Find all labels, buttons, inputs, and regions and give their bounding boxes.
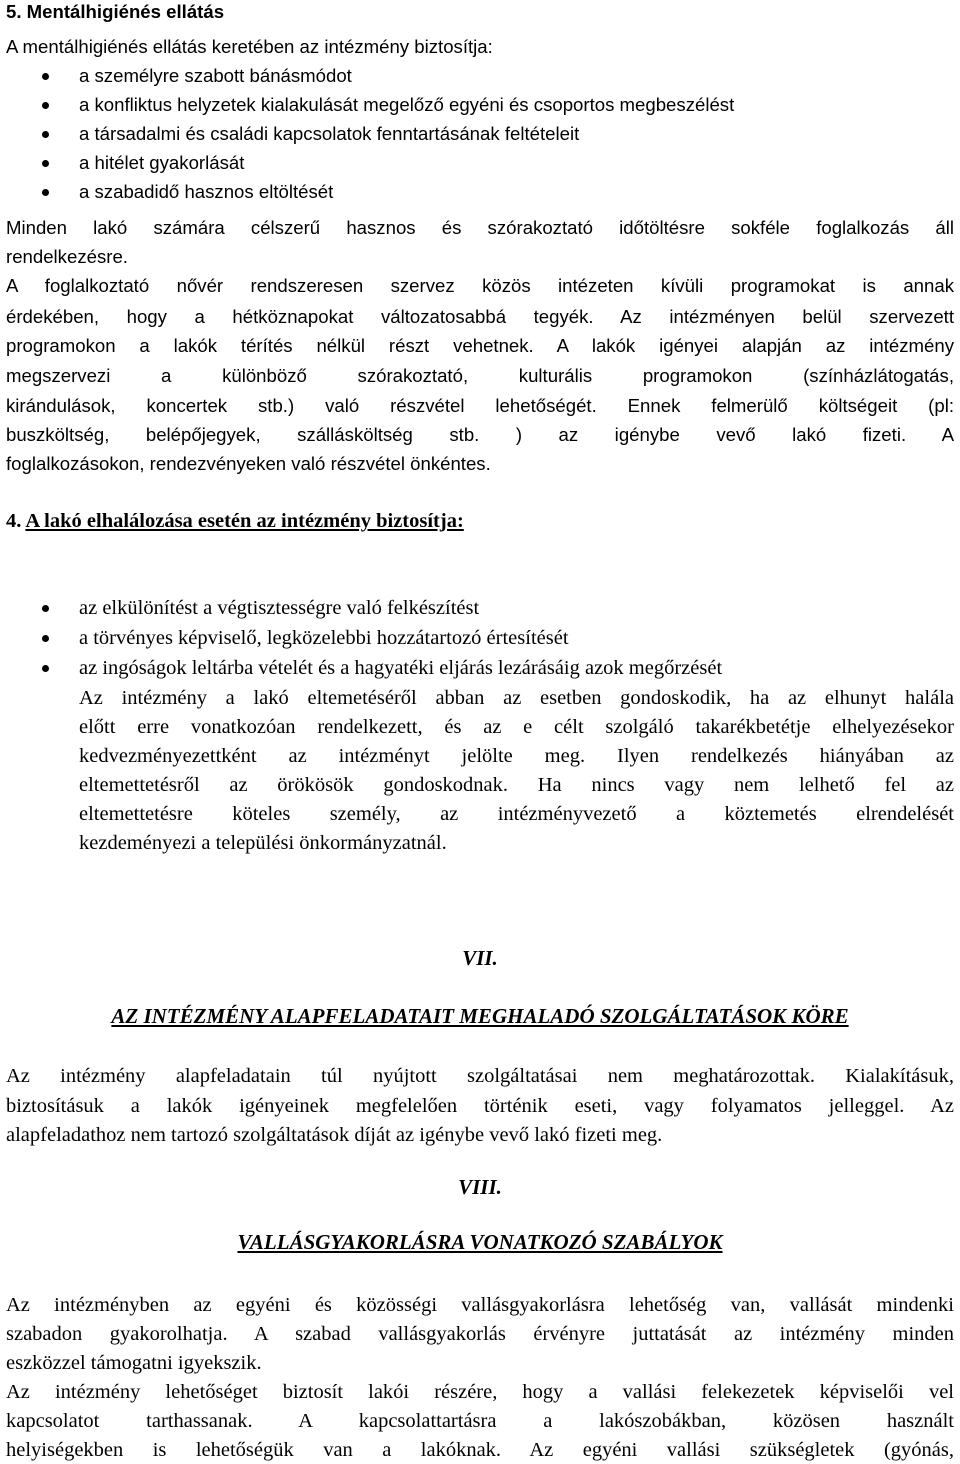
list-item-text: az ingóságok leltárba vételét és a hagyatéki eljárás lezárásáig azok megőrzését <box>79 657 723 679</box>
paragraph-line: szabadon gyakorolhatja. A szabad vallásgyakorlás érvényre juttatását az intézmény minden <box>6 1323 954 1345</box>
list-item <box>0 596 954 620</box>
bullet-dot-icon <box>42 189 49 196</box>
list-item <box>0 64 954 88</box>
paragraph-line: programokon a lakók térítés nélkül részt vehetnek. A lakók igényei alapján az intézmény <box>6 335 954 356</box>
paragraph-line: kezdeményezi a települési önkormányzatnál. <box>79 832 447 854</box>
chapter-title: AZ INTÉZMÉNY ALAPFELADATAIT MEGHALADÓ SZOLGÁLTATÁSOK KÖRE <box>111 1004 849 1028</box>
paragraph-line: Az intézmény alapfeladatain túl nyújtott szolgáltatásai nem meghatározottak. Kialakításuk, <box>6 1065 954 1087</box>
paragraph-line: eltemettetésre köteles személy, az intézményvezető a köztemetés elrendelését <box>79 803 954 825</box>
paragraph-line: biztosításuk a lakók igényeinek megfelelően történik eseti, vagy folyamatos jelleggel. Az <box>6 1095 954 1117</box>
paragraph-line: kirándulások, koncertek stb.) való részvétel lehetőségét. Ennek felmerülő költségeit (pl: <box>6 395 954 416</box>
paragraph-line: eszközzel támogatni igyekszik. <box>6 1352 262 1374</box>
list-item-text: a társadalmi és családi kapcsolatok fenntartásának feltételeit <box>79 123 580 144</box>
bullet-dot-icon <box>42 605 49 612</box>
paragraph-line: Az intézmény a lakó eltemetéséről abban az esetben gondoskodik, ha az elhunyt halála <box>79 687 954 709</box>
list-item-text: a törvényes képviselő, legközelebbi hozzátartozó értesítését <box>79 627 569 649</box>
paragraph-line: foglalkozásokon, rendezvényeken való részvétel önkéntes. <box>6 453 491 474</box>
paragraph-line: megszervezi a különböző szórakoztató, kulturális programokon (színházlátogatás, <box>6 365 954 386</box>
paragraph-line: A foglalkoztató nővér rendszeresen szervez közös intézeten kívüli programokat is annak <box>6 275 954 296</box>
chapter-title: VALLÁSGYAKORLÁSRA VONATKOZÓ SZABÁLYOK <box>237 1230 723 1254</box>
list-item-text: a személyre szabott bánásmódot <box>79 65 352 86</box>
paragraph-line: Az intézmény lehetőséget biztosít lakói részére, hogy a vallási felekezetek képviselői vel <box>6 1381 954 1403</box>
section-intro: A mentálhigiénés ellátás keretében az intézmény biztosítja: <box>6 36 493 57</box>
bullet-dot-icon <box>42 131 49 138</box>
paragraph-line: eltemettetésről az örökösök gondoskodnak. Ha nincs vagy nem lelhető fel az <box>79 774 954 796</box>
list-item-text: a hitélet gyakorlását <box>79 152 245 173</box>
paragraph-line: érdekében, hogy a hétköznapokat változatosabbá tegyék. Az intézményen belül szervezett <box>6 306 954 327</box>
paragraph-line: alapfeladathoz nem tartozó szolgáltatások díját az igénybe vevő lakó fizeti meg. <box>6 1124 663 1146</box>
list-item <box>0 656 954 680</box>
paragraph-line: előtt erre vonatkozóan rendelkezett, és az e célt szolgáló takarékbetétje elhelyezésekor <box>79 716 954 738</box>
paragraph-line: kapcsolatot tarthassanak. A kapcsolattartásra a lakószobákban, közösen használt <box>6 1410 954 1432</box>
list-item <box>0 180 954 204</box>
bullet-dot-icon <box>42 102 49 109</box>
list-item-text: az elkülönítést a végtisztességre való felkészítést <box>79 597 480 619</box>
bullet-dot-icon <box>42 73 49 80</box>
section-number: 4. <box>6 510 22 532</box>
paragraph-line: Az intézményben az egyéni és közösségi vallásgyakorlásra lehetőség van, vallását mindenki <box>6 1294 954 1316</box>
chapter-number: VII. <box>462 946 498 970</box>
section-heading-death <box>6 509 954 533</box>
bullet-dot-icon <box>42 160 49 167</box>
list-item-text: a szabadidő hasznos eltöltését <box>79 181 334 202</box>
bullet-dot-icon <box>42 635 49 642</box>
bullet-dot-icon <box>42 665 49 672</box>
list-item <box>0 626 954 650</box>
list-item <box>0 151 954 175</box>
paragraph-line: rendelkezésre. <box>6 246 128 267</box>
list-item <box>0 122 954 146</box>
section-heading-text: A lakó elhalálozása esetén az intézmény biztosítja: <box>25 510 464 532</box>
paragraph-line: buszköltség, belépőjegyek, szállásköltség stb. ) az igénybe vevő lakó fizeti. A <box>6 424 954 445</box>
paragraph-line: helyiségekben is lehetőségük van a lakóknak. Az egyéni vallási szükségletek (gyónás, <box>6 1439 954 1461</box>
paragraph-line: kedvezményezettként az intézményt jelölte meg. Ilyen rendelkezés hiányában az <box>79 745 954 767</box>
list-item-text: a konfliktus helyzetek kialakulását megelőző egyéni és csoportos megbeszélést <box>79 94 735 115</box>
section-heading-mentalhygiene: 5. Mentálhigiénés ellátás <box>6 1 225 22</box>
chapter-number: VIII. <box>458 1175 502 1199</box>
list-item <box>0 93 954 117</box>
paragraph-line: Minden lakó számára célszerű hasznos és szórakoztató időtöltésre sokféle foglalkozás áll <box>6 217 954 238</box>
